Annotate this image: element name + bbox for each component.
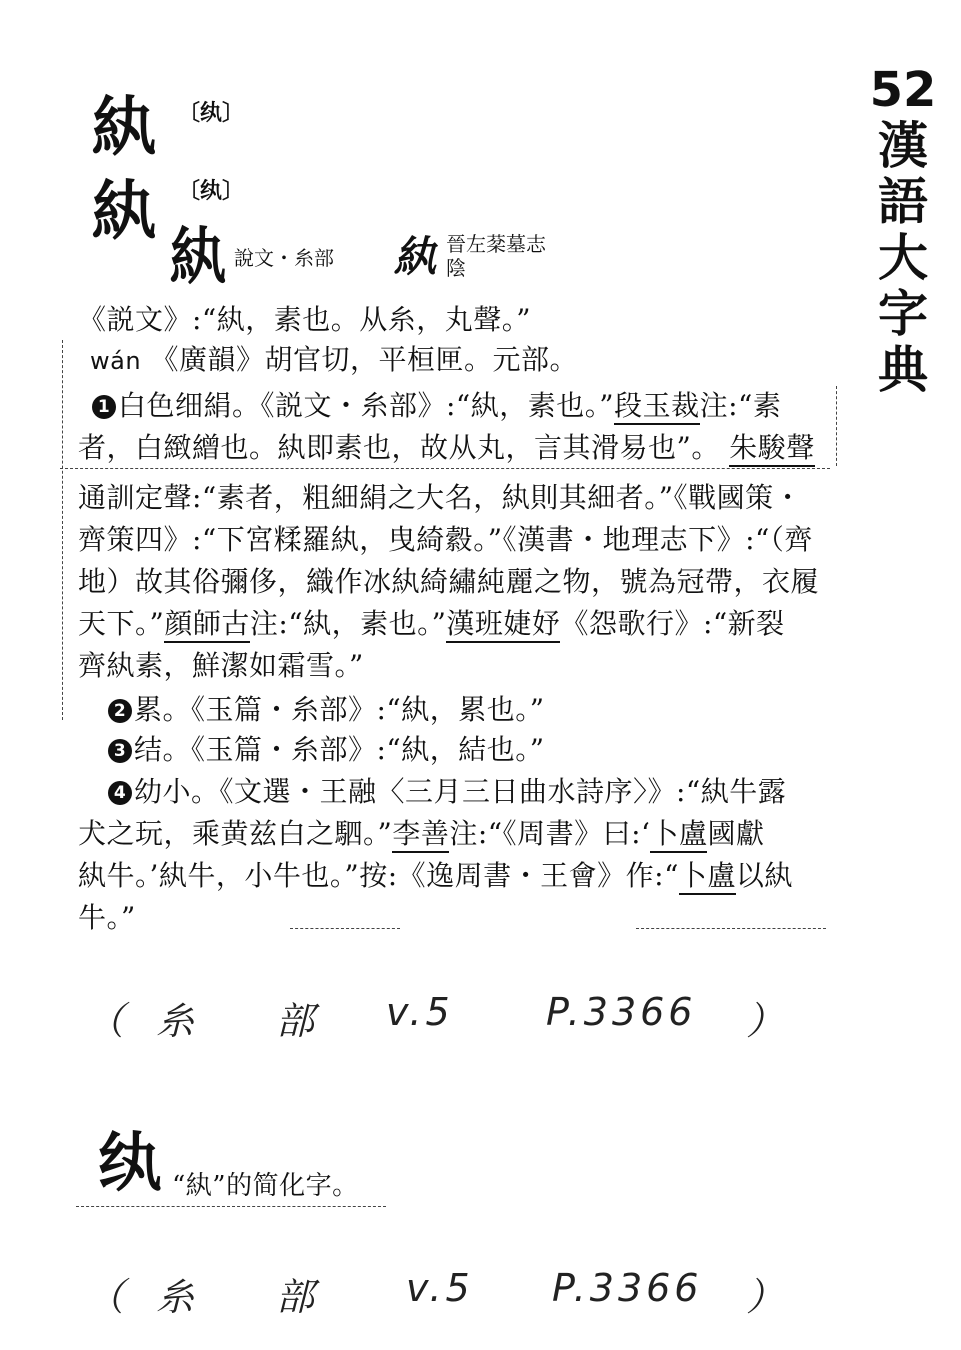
radical: 糸 [156, 999, 199, 1043]
text: 天下。” [78, 607, 165, 640]
person-name: 顔師古 [164, 607, 250, 643]
sense-4-line: 牛。” [78, 901, 136, 934]
sense-number: 1 [92, 395, 116, 419]
crop-line [76, 1206, 386, 1207]
person-name: 李善 [392, 817, 449, 853]
sense-1-line: 齊策四》:“下宮糅羅紈，曳綺縠。”《漢書・地理志下》:“（齊 [78, 523, 813, 556]
title-char: 字 [878, 284, 928, 343]
paren-close: ） [746, 999, 789, 1043]
sense-1-line [78, 428, 815, 468]
text: 國獻 [707, 817, 765, 850]
sense-number: 3 [108, 739, 132, 763]
dictionary-title [868, 118, 938, 398]
sense-1-line: 通訓定聲:“素者，粗細絹之大名，紈則其細者。”《戰國策・ [78, 481, 803, 514]
simplified-note: “紈”的简化字。 [172, 1171, 359, 1201]
clerical-source-line: 晉左棻墓志 [446, 232, 546, 256]
person-name: 段玉裁 [614, 389, 700, 425]
pinyin: wán [90, 347, 142, 375]
crop-line [636, 928, 826, 929]
person-name: 漢班婕妤 [446, 607, 560, 643]
sense-3-line [108, 730, 545, 770]
title-char: 大 [878, 228, 928, 287]
crop-line [62, 340, 63, 720]
clerical-script-source [446, 232, 546, 280]
place-name: 卜盧 [679, 859, 736, 895]
text: 紈牛。’紈牛，小牛也。”按:《逸周書・王會》作:“ [78, 859, 679, 892]
headword: 紈 [92, 90, 156, 165]
title-char: 語 [878, 172, 928, 231]
dictionary-volume-number: 52 [869, 62, 937, 118]
crop-line [60, 468, 830, 469]
text: 白色细絹。《説文・糸部》:“紈，素也。” [118, 389, 615, 422]
headword-variant-bracket: 〔纨〕 [178, 178, 245, 204]
fanqie: 《廣韻》胡官切，平桓匣。元部。 [150, 343, 578, 376]
sense-2-line [108, 690, 545, 730]
sense-1-line: 齊紈素，鮮潔如霜雪。” [78, 649, 364, 682]
paren-close: ） [746, 1275, 789, 1319]
bu: 部 [276, 999, 319, 1043]
sense-1-line [78, 604, 785, 644]
sense-4-line [108, 772, 786, 812]
volume: v.5 [406, 1266, 474, 1310]
handwritten-reference [86, 990, 806, 1050]
text: 犬之玩，乘黄兹白之駟。” [78, 817, 393, 850]
sense-number: 4 [108, 781, 132, 805]
headword-simplified-bracket: 〔纨〕 [178, 100, 245, 126]
clerical-script-glyph: 紈 [394, 232, 437, 281]
sense-4-line [78, 814, 764, 854]
text: 注:“素 [699, 389, 782, 422]
text: 者，白緻繒也。紈即素也，故从丸，言其滑易也”。 [78, 431, 720, 464]
title-char: 典 [878, 340, 928, 399]
text: 以紈 [735, 859, 793, 892]
clerical-source-line: 陰 [446, 256, 466, 280]
page-number: P.3366 [546, 990, 697, 1034]
paren-open: （ [86, 1275, 129, 1319]
sense-1-line [92, 386, 781, 426]
place-name: 卜盧 [650, 817, 707, 853]
text: 注:“紈，素也。” [249, 607, 447, 640]
shuowen-citation: 《説文》:“紈，素也。从糸，丸聲。” [78, 303, 532, 336]
simplified-headword: 纨 [98, 1126, 162, 1201]
seal-script-source: 說文・糸部 [234, 246, 334, 270]
text: 累。《玉篇・糸部》:“紈，累也。” [134, 693, 545, 726]
headword-variant: 紈 [92, 174, 156, 249]
title-char: 漢 [878, 116, 928, 175]
text: 结。《玉篇・糸部》:“紈，結也。” [134, 733, 545, 766]
bu: 部 [276, 1275, 319, 1319]
sense-number: 2 [108, 699, 132, 723]
sense-4-line [78, 856, 793, 896]
text: 注:“《周書》曰:‘ [449, 817, 651, 850]
volume: v.5 [386, 990, 454, 1034]
crop-line [836, 386, 837, 466]
text: 《怨歌行》:“新裂 [560, 607, 785, 640]
handwritten-reference [86, 1266, 806, 1326]
radical: 糸 [156, 1275, 199, 1319]
seal-script-glyph: 紈 [170, 220, 226, 293]
crop-line [290, 928, 400, 929]
person-name: 朱駿聲 [729, 431, 815, 467]
page-number: P.3366 [552, 1266, 703, 1310]
sense-1-line: 地）故其俗彌侈，織作冰紈綺繡純麗之物，號為冠帶，衣履 [78, 565, 820, 598]
pronunciation-line [90, 340, 578, 381]
text: 幼小。《文選・王融〈三月三日曲水詩序〉》:“紈牛露 [134, 775, 787, 808]
paren-open: （ [86, 999, 129, 1043]
